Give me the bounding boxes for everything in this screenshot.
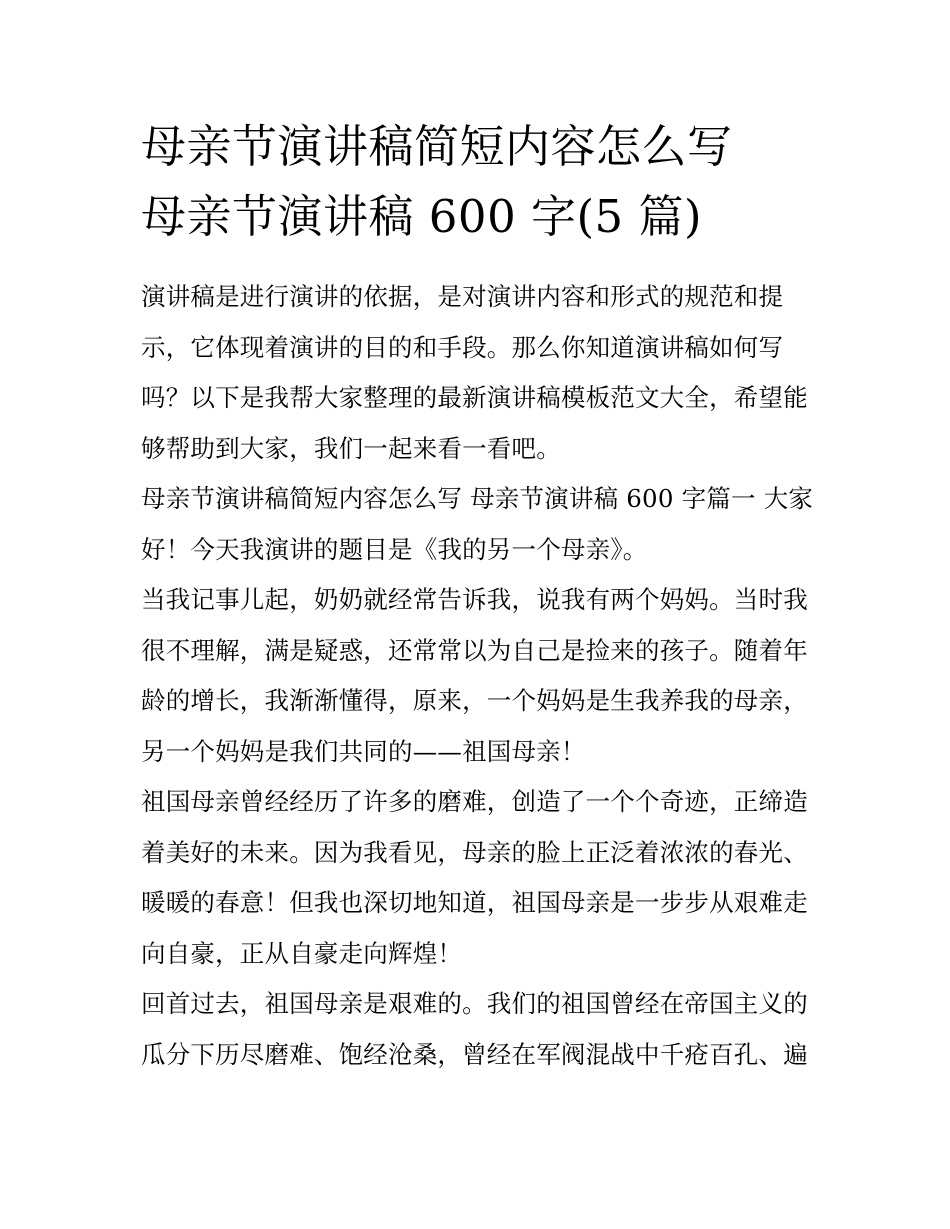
text-line: 母亲节演讲稿简短内容怎么写 母亲节演讲稿 600 字篇一 大家 — [141, 484, 814, 513]
title-line: 母亲节演讲稿 600 字(5 篇) — [141, 190, 703, 243]
document-title — [141, 112, 813, 252]
section-heading-paragraph — [141, 474, 813, 575]
text-line: 向自豪，正从自豪走向辉煌！ — [141, 938, 463, 968]
text-line: 另一个妈妈是我们共同的——祖国母亲！ — [141, 736, 586, 766]
text-line: 祖国母亲曾经经历了许多的磨难，创造了一个个奇迹，正缔造 — [141, 787, 808, 816]
text-line: 回首过去，祖国母亲是艰难的。我们的祖国曾经在帝国主义的 — [141, 989, 808, 1018]
text-line: 瓜分下历尽磨难、饱经沧桑，曾经在军阀混战中千疮百孔、遍 — [141, 1039, 808, 1069]
text-line: 演讲稿是进行演讲的依据，是对演讲内容和形式的规范和提 — [141, 282, 784, 311]
body-paragraph — [141, 575, 813, 777]
body-paragraph — [141, 777, 813, 979]
body-paragraph — [141, 979, 813, 1080]
title-line: 母亲节演讲稿简短内容怎么写 — [141, 120, 733, 173]
text-line: 当我记事儿起，奶奶就经常告诉我，说我有两个妈妈。当时我 — [141, 585, 808, 614]
text-line: 示，它体现着演讲的目的和手段。那么你知道演讲稿如何写 — [141, 332, 784, 362]
text-line: 够帮助到大家，我们一起来看一看吧。 — [141, 433, 561, 463]
text-line: 很不理解，满是疑惑，还常常以为自己是捡来的孩子。随着年 — [141, 635, 808, 665]
intro-paragraph — [141, 272, 813, 474]
text-line: 吗？以下是我帮大家整理的最新演讲稿模板范文大全，希望能 — [141, 383, 808, 412]
text-line: 着美好的未来。因为我看见，母亲的脸上正泛着浓浓的春光、 — [141, 837, 808, 867]
text-line: 暖暖的春意！但我也深切地知道，祖国母亲是一步步从艰难走 — [141, 888, 808, 917]
text-line: 好！今天我演讲的题目是《我的另一个母亲》。 — [141, 534, 648, 564]
text-line: 龄的增长，我渐渐懂得，原来，一个妈妈是生我养我的母亲， — [141, 686, 808, 715]
document-body — [141, 112, 813, 1080]
